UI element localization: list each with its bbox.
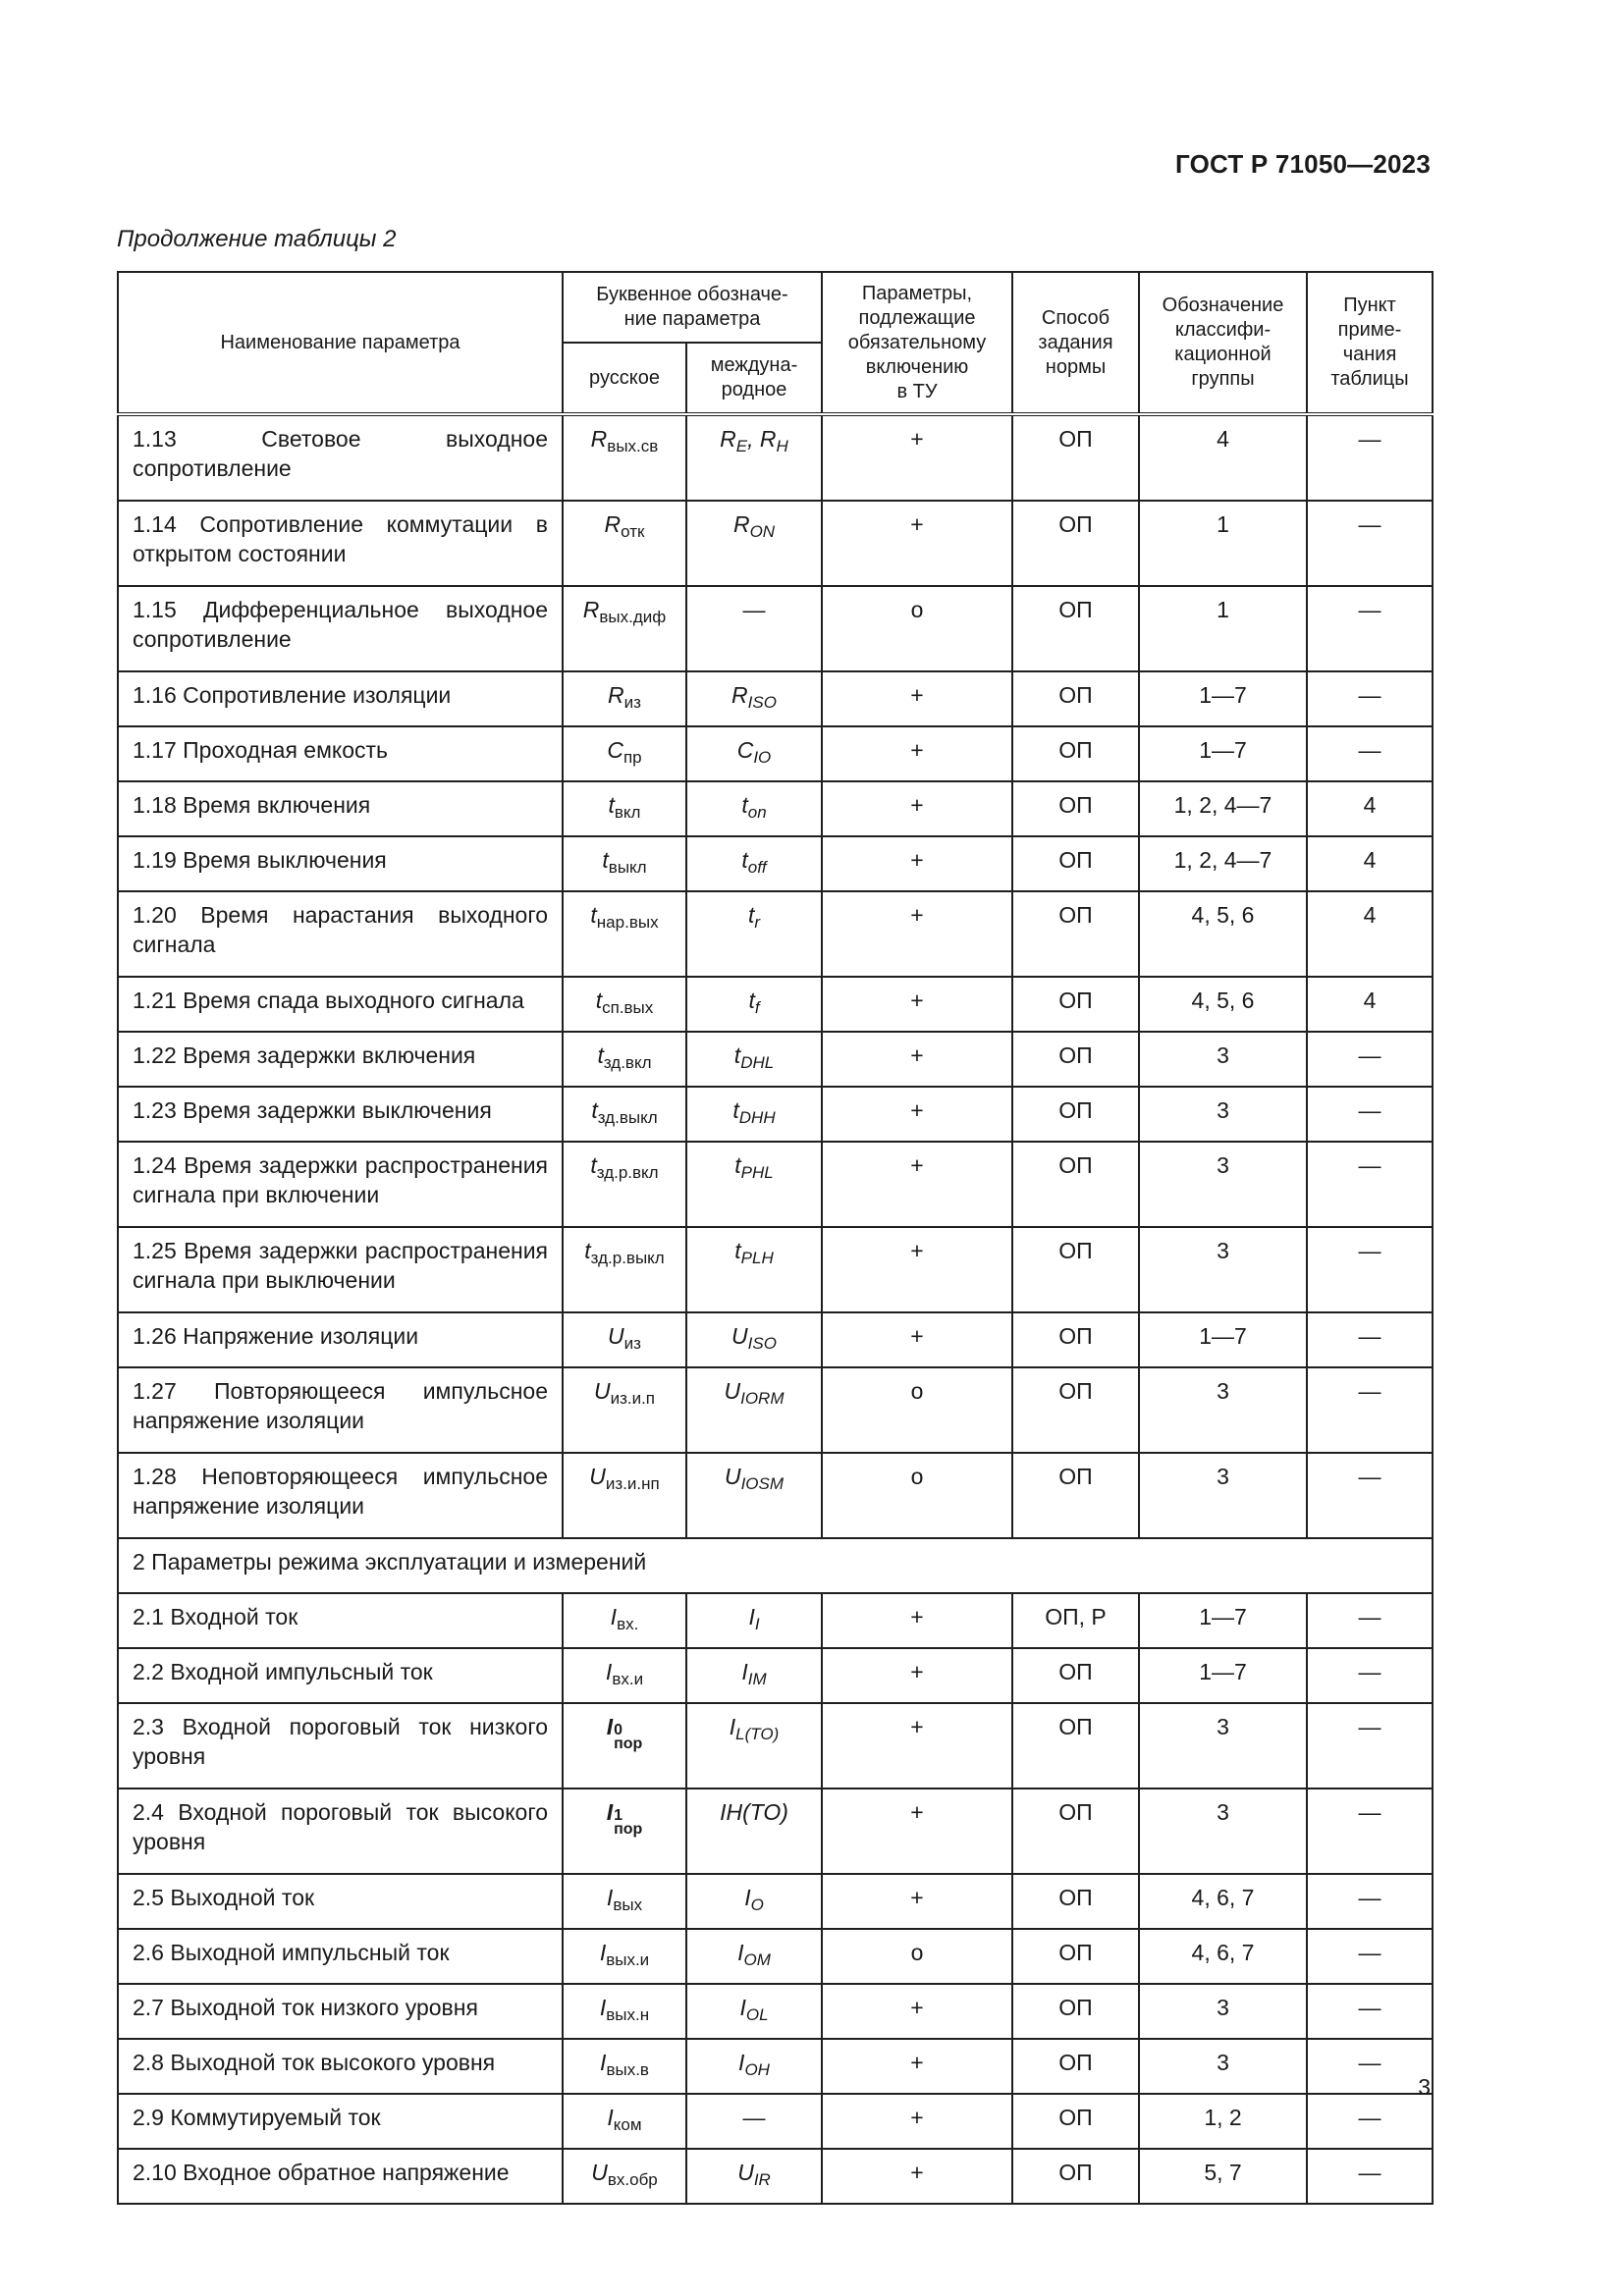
symbol-international: —	[686, 2094, 822, 2149]
norm-method: ОП	[1012, 1312, 1139, 1367]
symbol-russian: $R_{вых.св}$	[563, 414, 686, 501]
symbol-russian: $I_{вх.}$	[563, 1593, 686, 1648]
symbol-international: $R_E$, $R_H$	[686, 414, 822, 501]
note-ref: —	[1307, 1648, 1433, 1703]
norm-method: ОП	[1012, 1367, 1139, 1453]
parameter-name: 1.24 Время задержки распространения сигнала при включении	[118, 1142, 563, 1227]
note-ref: —	[1307, 1593, 1433, 1648]
parameter-name: 2.3 Входной пороговый ток низкого уровня	[118, 1703, 563, 1789]
table-row	[118, 1789, 1433, 1874]
symbol-russian: $t_{нар.вых}$	[563, 891, 686, 977]
class-group: 3	[1139, 1032, 1307, 1087]
table-caption: Продолжение таблицы 2	[117, 226, 397, 252]
header-mandatory: Параметры, подлежащие обязательному включению в ТУ	[822, 272, 1012, 414]
parameter-name: 1.16 Сопротивление изоляции	[118, 671, 563, 726]
header-note: Пункт приме- чания таблицы	[1307, 272, 1433, 414]
mandatory-flag: +	[822, 1087, 1012, 1142]
mandatory-flag: +	[822, 891, 1012, 977]
parameter-name: 1.14 Сопротивление коммутации в открытом состоянии	[118, 501, 563, 586]
note-ref: —	[1307, 1789, 1433, 1874]
table-row	[118, 1367, 1433, 1453]
note-ref: 4	[1307, 977, 1433, 1032]
norm-method: ОП	[1012, 501, 1139, 586]
note-ref: —	[1307, 1367, 1433, 1453]
symbol-russian: $R_{отк}$	[563, 501, 686, 586]
class-group: 1, 2	[1139, 2094, 1307, 2149]
class-group: 4, 6, 7	[1139, 1929, 1307, 1984]
parameter-name: 1.26 Напряжение изоляции	[118, 1312, 563, 1367]
mandatory-flag: +	[822, 671, 1012, 726]
symbol-russian: $I_{вых.в}$	[563, 2039, 686, 2094]
section-heading: 2 Параметры режима эксплуатации и измерений	[118, 1538, 1433, 1593]
symbol-russian: $I_{вых.н}$	[563, 1984, 686, 2039]
page-number: 3	[1418, 2074, 1431, 2100]
table-row	[118, 1538, 1433, 1593]
table-row	[118, 1453, 1433, 1538]
table-row	[118, 891, 1433, 977]
header-russian: русское	[563, 343, 686, 414]
table-row	[118, 1312, 1433, 1367]
note-ref: 4	[1307, 836, 1433, 891]
symbol-russian: $R_{из}$	[563, 671, 686, 726]
header-international: междуна- родное	[686, 343, 822, 414]
mandatory-flag: о	[822, 586, 1012, 671]
table-row	[118, 726, 1433, 781]
symbol-international: $R_{ON}$	[686, 501, 822, 586]
norm-method: ОП	[1012, 1087, 1139, 1142]
symbol-international: $t_r$	[686, 891, 822, 977]
table-row	[118, 2039, 1433, 2094]
norm-method: ОП	[1012, 586, 1139, 671]
class-group: 1	[1139, 586, 1307, 671]
parameter-name: 1.15 Дифференциальное выходное сопротивление	[118, 586, 563, 671]
parameter-name: 1.23 Время задержки выключения	[118, 1087, 563, 1142]
table-row	[118, 1142, 1433, 1227]
symbol-international: $t_{PHL}$	[686, 1142, 822, 1227]
document-header: ГОСТ Р 71050—2023	[1175, 149, 1431, 179]
mandatory-flag: +	[822, 726, 1012, 781]
symbol-russian: $t_{выкл}$	[563, 836, 686, 891]
parameter-name: 2.7 Выходной ток низкого уровня	[118, 1984, 563, 2039]
norm-method: ОП	[1012, 1142, 1139, 1227]
norm-method: ОП	[1012, 671, 1139, 726]
class-group: 1	[1139, 501, 1307, 586]
mandatory-flag: +	[822, 836, 1012, 891]
norm-method: ОП	[1012, 781, 1139, 836]
note-ref: —	[1307, 1312, 1433, 1367]
symbol-russian: $C_{пр}$	[563, 726, 686, 781]
mandatory-flag: +	[822, 1593, 1012, 1648]
symbol-russian: $t_{зд.р.вкл}$	[563, 1142, 686, 1227]
note-ref: —	[1307, 1703, 1433, 1789]
parameter-name: 1.25 Время задержки распространения сигнала при выключении	[118, 1227, 563, 1312]
note-ref: —	[1307, 2039, 1433, 2094]
parameter-name: 2.5 Выходной ток	[118, 1874, 563, 1929]
header-name: Наименование параметра	[118, 272, 563, 414]
note-ref: —	[1307, 414, 1433, 501]
symbol-russian: $I_{вх.и}$	[563, 1648, 686, 1703]
parameter-name: 1.27 Повторяющееся импульсное напряжение изоляции	[118, 1367, 563, 1453]
class-group: 4, 5, 6	[1139, 977, 1307, 1032]
table-row	[118, 836, 1433, 891]
note-ref: —	[1307, 1984, 1433, 2039]
table-row	[118, 781, 1433, 836]
symbol-international: $I_O$	[686, 1874, 822, 1929]
symbol-international: $I_{OH}$	[686, 2039, 822, 2094]
symbol-russian: $I_{вых}$	[563, 1874, 686, 1929]
table-row	[118, 586, 1433, 671]
note-ref: —	[1307, 1087, 1433, 1142]
symbol-russian: $t_{зд.вкл}$	[563, 1032, 686, 1087]
norm-method: ОП	[1012, 1789, 1139, 1874]
symbol-international: $I_I$	[686, 1593, 822, 1648]
parameter-name: 1.20 Время нарастания выходного сигнала	[118, 891, 563, 977]
symbol-international: $I_{OM}$	[686, 1929, 822, 1984]
class-group: 3	[1139, 1789, 1307, 1874]
mandatory-flag: +	[822, 414, 1012, 501]
symbol-international: $R_{ISO}$	[686, 671, 822, 726]
symbol-international: $U_{ISO}$	[686, 1312, 822, 1367]
parameter-name: 1.19 Время выключения	[118, 836, 563, 891]
norm-method: ОП	[1012, 1032, 1139, 1087]
norm-method: ОП	[1012, 1703, 1139, 1789]
norm-method: ОП	[1012, 977, 1139, 1032]
symbol-russian: $t_{зд.выкл}$	[563, 1087, 686, 1142]
norm-method: ОП	[1012, 2039, 1139, 2094]
parameter-name: 2.2 Входной импульсный ток	[118, 1648, 563, 1703]
symbol-international: $I_{IM}$	[686, 1648, 822, 1703]
note-ref: —	[1307, 501, 1433, 586]
class-group: 3	[1139, 2039, 1307, 2094]
norm-method: ОП, Р	[1012, 1593, 1139, 1648]
symbol-international: $t_{DHH}$	[686, 1087, 822, 1142]
symbol-international: $U_{IOSM}$	[686, 1453, 822, 1538]
class-group: 1—7	[1139, 726, 1307, 781]
class-group: 1—7	[1139, 1593, 1307, 1648]
norm-method: ОП	[1012, 2094, 1139, 2149]
table-row	[118, 414, 1433, 501]
class-group: 1, 2, 4—7	[1139, 836, 1307, 891]
class-group: 3	[1139, 1984, 1307, 2039]
table-row	[118, 1984, 1433, 2039]
parameter-name: 1.28 Неповторяющееся импульсное напряжение изоляции	[118, 1453, 563, 1538]
table-row	[118, 1593, 1433, 1648]
parameter-name: 1.22 Время задержки включения	[118, 1032, 563, 1087]
mandatory-flag: +	[822, 977, 1012, 1032]
symbol-russian: I 1 пор	[563, 1789, 686, 1874]
class-group: 3	[1139, 1703, 1307, 1789]
norm-method: ОП	[1012, 726, 1139, 781]
norm-method: ОП	[1012, 2149, 1139, 2204]
note-ref: —	[1307, 1929, 1433, 1984]
note-ref: —	[1307, 1874, 1433, 1929]
symbol-russian: $t_{вкл}$	[563, 781, 686, 836]
norm-method: ОП	[1012, 1984, 1139, 2039]
class-group: 1—7	[1139, 1648, 1307, 1703]
note-ref: —	[1307, 1142, 1433, 1227]
class-group: 3	[1139, 1142, 1307, 1227]
table-row	[118, 2094, 1433, 2149]
symbol-international: $t_{off}$	[686, 836, 822, 891]
symbol-russian: I 0 пор	[563, 1703, 686, 1789]
mandatory-flag: +	[822, 1984, 1012, 2039]
symbol-russian: $I_{вых.и}$	[563, 1929, 686, 1984]
parameter-name: 1.21 Время спада выходного сигнала	[118, 977, 563, 1032]
parameter-name: 2.1 Входной ток	[118, 1593, 563, 1648]
parameter-name: 1.18 Время включения	[118, 781, 563, 836]
symbol-russian: $U_{вх.обр}$	[563, 2149, 686, 2204]
parameter-name: 1.13 Световое выходное сопротивление	[118, 414, 563, 501]
mandatory-flag: о	[822, 1929, 1012, 1984]
table-row	[118, 977, 1433, 1032]
class-group: 3	[1139, 1367, 1307, 1453]
mandatory-flag: +	[822, 1142, 1012, 1227]
class-group: 4	[1139, 414, 1307, 501]
class-group: 5, 7	[1139, 2149, 1307, 2204]
symbol-international: $I_{OL}$	[686, 1984, 822, 2039]
symbol-international: $I_{L(TO)}$	[686, 1703, 822, 1789]
header-letter-designation: Буквенное обозначе- ние параметра	[563, 272, 822, 343]
mandatory-flag: о	[822, 1453, 1012, 1538]
parameters-table	[117, 271, 1434, 2205]
symbol-international: IH(TO)	[686, 1789, 822, 1874]
mandatory-flag: +	[822, 781, 1012, 836]
norm-method: ОП	[1012, 1648, 1139, 1703]
norm-method: ОП	[1012, 836, 1139, 891]
note-ref: —	[1307, 1032, 1433, 1087]
table-body	[118, 414, 1433, 2204]
mandatory-flag: +	[822, 1227, 1012, 1312]
symbol-international: $t_{PLH}$	[686, 1227, 822, 1312]
symbol-international: $t_{DHL}$	[686, 1032, 822, 1087]
table-row	[118, 501, 1433, 586]
mandatory-flag: +	[822, 1032, 1012, 1087]
parameter-name: 2.6 Выходной импульсный ток	[118, 1929, 563, 1984]
header-class-group: Обозначение классифи- кационной группы	[1139, 272, 1307, 414]
norm-method: ОП	[1012, 1453, 1139, 1538]
note-ref: —	[1307, 1453, 1433, 1538]
table-row	[118, 1703, 1433, 1789]
symbol-international: —	[686, 586, 822, 671]
mandatory-flag: +	[822, 1789, 1012, 1874]
table-row	[118, 1874, 1433, 1929]
header-method: Способ задания нормы	[1012, 272, 1139, 414]
note-ref: —	[1307, 726, 1433, 781]
mandatory-flag: +	[822, 1703, 1012, 1789]
parameter-name: 2.4 Входной пороговый ток высокого уровня	[118, 1789, 563, 1874]
note-ref: 4	[1307, 781, 1433, 836]
symbol-russian: $t_{сп.вых}$	[563, 977, 686, 1032]
note-ref: —	[1307, 586, 1433, 671]
class-group: 1—7	[1139, 671, 1307, 726]
mandatory-flag: о	[822, 1367, 1012, 1453]
class-group: 4, 6, 7	[1139, 1874, 1307, 1929]
norm-method: ОП	[1012, 414, 1139, 501]
parameter-name: 2.8 Выходной ток высокого уровня	[118, 2039, 563, 2094]
class-group: 4, 5, 6	[1139, 891, 1307, 977]
symbol-russian: $I_{ком}$	[563, 2094, 686, 2149]
class-group: 1—7	[1139, 1312, 1307, 1367]
norm-method: ОП	[1012, 891, 1139, 977]
symbol-russian: $U_{из.и.п}$	[563, 1367, 686, 1453]
mandatory-flag: +	[822, 1874, 1012, 1929]
mandatory-flag: +	[822, 501, 1012, 586]
norm-method: ОП	[1012, 1227, 1139, 1312]
parameter-name: 2.10 Входное обратное напряжение	[118, 2149, 563, 2204]
class-group: 3	[1139, 1227, 1307, 1312]
symbol-russian: $t_{зд.р.выкл}$	[563, 1227, 686, 1312]
norm-method: ОП	[1012, 1929, 1139, 1984]
table-row	[118, 671, 1433, 726]
symbol-international: $U_{IORM}$	[686, 1367, 822, 1453]
note-ref: —	[1307, 2149, 1433, 2204]
note-ref: —	[1307, 2094, 1433, 2149]
symbol-russian: $R_{вых.диф}$	[563, 586, 686, 671]
parameter-name: 1.17 Проходная емкость	[118, 726, 563, 781]
note-ref: 4	[1307, 891, 1433, 977]
class-group: 1, 2, 4—7	[1139, 781, 1307, 836]
class-group: 3	[1139, 1087, 1307, 1142]
table-row	[118, 1929, 1433, 1984]
class-group: 3	[1139, 1453, 1307, 1538]
note-ref: —	[1307, 671, 1433, 726]
symbol-international: $t_f$	[686, 977, 822, 1032]
symbol-russian: $U_{из.и.нп}$	[563, 1453, 686, 1538]
symbol-russian: $U_{из}$	[563, 1312, 686, 1367]
table-row	[118, 1648, 1433, 1703]
norm-method: ОП	[1012, 1874, 1139, 1929]
table-row	[118, 1227, 1433, 1312]
symbol-international: $C_{IO}$	[686, 726, 822, 781]
table-row	[118, 1087, 1433, 1142]
table-row	[118, 2149, 1433, 2204]
table-row	[118, 1032, 1433, 1087]
parameter-name: 2.9 Коммутируемый ток	[118, 2094, 563, 2149]
symbol-international: $U_{IR}$	[686, 2149, 822, 2204]
mandatory-flag: +	[822, 2094, 1012, 2149]
mandatory-flag: +	[822, 2149, 1012, 2204]
mandatory-flag: +	[822, 1312, 1012, 1367]
mandatory-flag: +	[822, 2039, 1012, 2094]
mandatory-flag: +	[822, 1648, 1012, 1703]
symbol-international: $t_{on}$	[686, 781, 822, 836]
note-ref: —	[1307, 1227, 1433, 1312]
